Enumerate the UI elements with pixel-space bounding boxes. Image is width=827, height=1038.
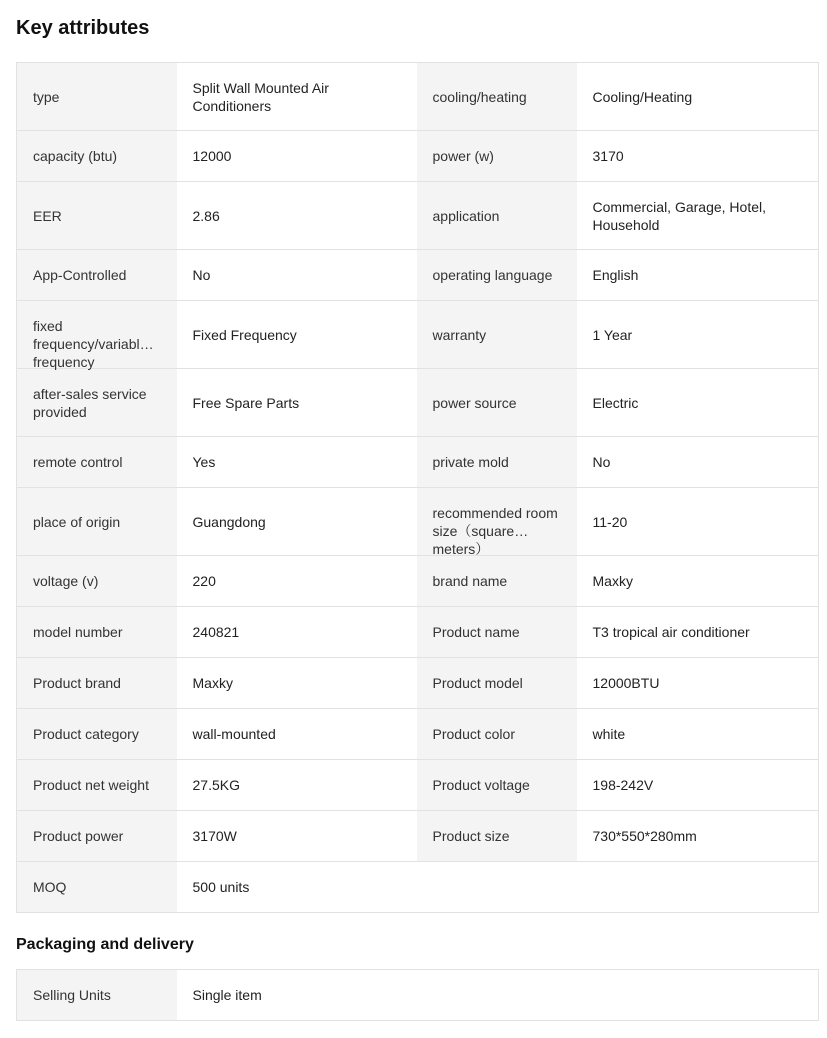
attribute-value: Yes bbox=[177, 437, 417, 488]
attribute-value: No bbox=[177, 250, 417, 301]
table-row bbox=[17, 437, 819, 488]
empty-cell bbox=[577, 862, 819, 913]
empty-cell bbox=[417, 862, 577, 913]
attribute-label: cooling/heating bbox=[417, 63, 577, 131]
attribute-label: Product color bbox=[417, 709, 577, 760]
attribute-value: 11-20 bbox=[577, 488, 819, 556]
attribute-value: 240821 bbox=[177, 607, 417, 658]
table-row bbox=[17, 131, 819, 182]
attribute-label: App-Controlled bbox=[17, 250, 177, 301]
key-attributes-table bbox=[16, 62, 819, 913]
attribute-label: warranty bbox=[417, 301, 577, 369]
attribute-value: 730*550*280mm bbox=[577, 811, 819, 862]
attribute-label: after-sales service provided bbox=[17, 369, 177, 437]
attribute-label: voltage (v) bbox=[17, 556, 177, 607]
attribute-value: Commercial, Garage, Hotel, Household bbox=[577, 182, 819, 250]
attribute-value: Electric bbox=[577, 369, 819, 437]
table-row bbox=[17, 488, 819, 556]
attribute-label: type bbox=[17, 63, 177, 131]
attribute-value: 3170 bbox=[577, 131, 819, 182]
attribute-label: recommended room size（square meters） bbox=[417, 488, 577, 556]
table-row bbox=[17, 556, 819, 607]
attribute-value: 1 Year bbox=[577, 301, 819, 369]
attribute-value: Maxky bbox=[577, 556, 819, 607]
attribute-label: Product net weight bbox=[17, 760, 177, 811]
attribute-value: 198-242V bbox=[577, 760, 819, 811]
table-row bbox=[17, 301, 819, 369]
attribute-value: 12000BTU bbox=[577, 658, 819, 709]
attribute-value: 27.5KG bbox=[177, 760, 417, 811]
empty-cell bbox=[577, 970, 819, 1021]
attribute-value: 3170W bbox=[177, 811, 417, 862]
attribute-label: Product voltage bbox=[417, 760, 577, 811]
attribute-value: Free Spare Parts bbox=[177, 369, 417, 437]
attribute-value: white bbox=[577, 709, 819, 760]
attribute-label: Product model bbox=[417, 658, 577, 709]
attribute-value: 220 bbox=[177, 556, 417, 607]
attribute-label: power (w) bbox=[417, 131, 577, 182]
table-row bbox=[17, 182, 819, 250]
attribute-label: power source bbox=[417, 369, 577, 437]
attribute-value: Guangdong bbox=[177, 488, 417, 556]
attribute-value: T3 tropical air conditioner bbox=[577, 607, 819, 658]
attribute-value: Cooling/Heating bbox=[577, 63, 819, 131]
attribute-value: No bbox=[577, 437, 819, 488]
attribute-label: private mold bbox=[417, 437, 577, 488]
attribute-value: Split Wall Mounted Air Conditioners bbox=[177, 63, 417, 131]
attribute-label: model number bbox=[17, 607, 177, 658]
key-attributes-heading: Key attributes bbox=[16, 17, 150, 39]
attribute-label: Product power bbox=[17, 811, 177, 862]
attribute-label: Selling Units bbox=[17, 970, 177, 1021]
attribute-label: Product brand bbox=[17, 658, 177, 709]
attribute-label: Product name bbox=[417, 607, 577, 658]
attribute-label: MOQ bbox=[17, 862, 177, 913]
attribute-label: fixed frequency/variable frequency bbox=[17, 301, 177, 369]
attribute-value: 12000 bbox=[177, 131, 417, 182]
attribute-value: 2.86 bbox=[177, 182, 417, 250]
table-row bbox=[17, 658, 819, 709]
attribute-value: English bbox=[577, 250, 819, 301]
table-row bbox=[17, 970, 819, 1021]
attribute-label: EER bbox=[17, 182, 177, 250]
table-row bbox=[17, 250, 819, 301]
packaging-table bbox=[16, 969, 819, 1021]
table-row bbox=[17, 862, 819, 913]
table-row bbox=[17, 811, 819, 862]
attribute-value: Maxky bbox=[177, 658, 417, 709]
packaging-delivery-heading: Packaging and delivery bbox=[16, 936, 194, 953]
table-row bbox=[17, 63, 819, 131]
table-row bbox=[17, 709, 819, 760]
attribute-label: Product size bbox=[417, 811, 577, 862]
attribute-label: Product category bbox=[17, 709, 177, 760]
attribute-label: application bbox=[417, 182, 577, 250]
attribute-label: place of origin bbox=[17, 488, 177, 556]
attribute-label: remote control bbox=[17, 437, 177, 488]
attribute-value: Single item bbox=[177, 970, 417, 1021]
attribute-value: 500 units bbox=[177, 862, 417, 913]
attribute-label: operating language bbox=[417, 250, 577, 301]
attribute-value: Fixed Frequency bbox=[177, 301, 417, 369]
table-row bbox=[17, 607, 819, 658]
table-row bbox=[17, 760, 819, 811]
attribute-label: capacity (btu) bbox=[17, 131, 177, 182]
attribute-label: brand name bbox=[417, 556, 577, 607]
empty-cell bbox=[417, 970, 577, 1021]
table-row bbox=[17, 369, 819, 437]
attribute-value: wall-mounted bbox=[177, 709, 417, 760]
